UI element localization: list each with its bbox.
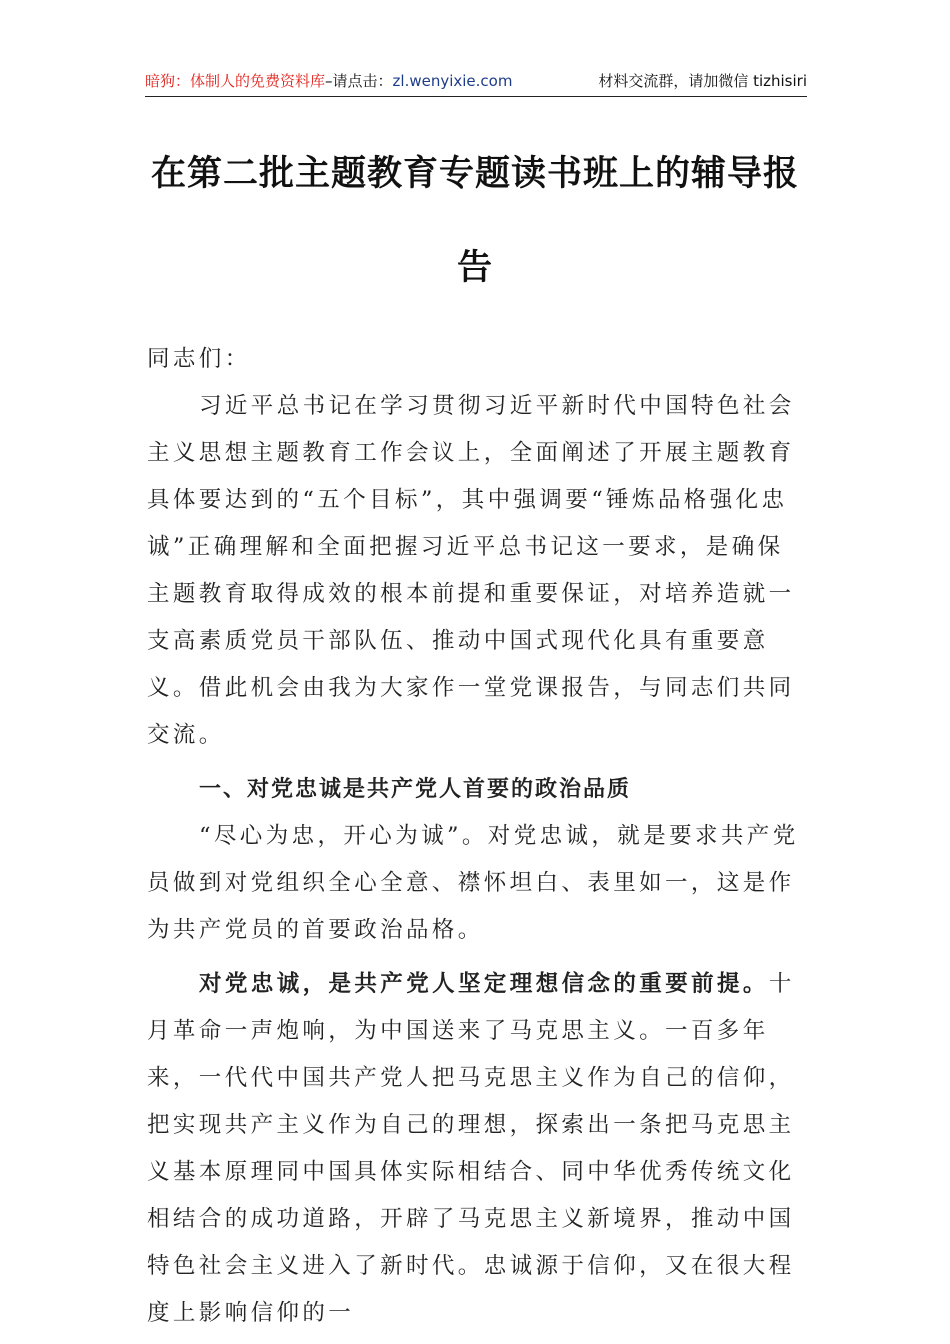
- page-header: [145, 66, 807, 97]
- header-group-text: 材料交流群，请加微信 tizhisiri: [598, 72, 807, 90]
- header-link[interactable]: zl.wenyixie.com: [392, 72, 513, 90]
- salutation: 同志们：: [147, 346, 251, 372]
- header-site-name: 暗狗：体制人的免费资料库: [145, 72, 326, 90]
- section-paragraph: “尽心为忠，开心为诚”。对党忠诚，就是要求共产党员做到对党组织全心全意、襟怀坦白、表里如一，这是作为共产党员的首要政治品格。: [147, 823, 799, 943]
- section-heading: 一、对党忠诚是共产党人首要的政治品质: [199, 777, 632, 802]
- point-text: 十月革命一声炮响，为中国送来了马克思主义。一百多年来，一代代中国共产党人把马克思主义作为自己的信仰，把实现共产主义作为自己的理想，探索出一条把马克思主义基本原理同中国具体实际相结合、同中华优秀传统文化相结合的成功道路，开辟了马克思主义新境界，推动中国特色社会主义进入了新时代。忠诚源于信仰，又在很大程度上影响信仰的一: [147, 971, 795, 1326]
- document-body: [147, 336, 807, 1337]
- document-title-line-2: 告: [456, 247, 493, 288]
- point-paragraph: [147, 961, 807, 1337]
- document-title-line-1: 在第二批主题教育专题读书班上的辅导报: [150, 153, 799, 194]
- intro-paragraph: 习近平总书记在学习贯彻习近平新时代中国特色社会主义思想主题教育工作会议上，全面阐述了开展主题教育具体要达到的“五个目标”，其中强调要“锤炼品格强化忠诚”正确理解和全面把握习近平总书记这一要求，是确保主题教育取得成效的根本前提和重要保证，对培养造就一支高素质党员干部队伍、推动中国式现代化具有重要意义。借此机会由我为大家作一堂党课报告，与同志们共同交流。: [147, 393, 795, 748]
- header-click-text: –请点击：: [325, 72, 393, 90]
- point-bold-lead: 对党忠诚，是共产党人坚定理想信念的重要前提。: [199, 971, 769, 997]
